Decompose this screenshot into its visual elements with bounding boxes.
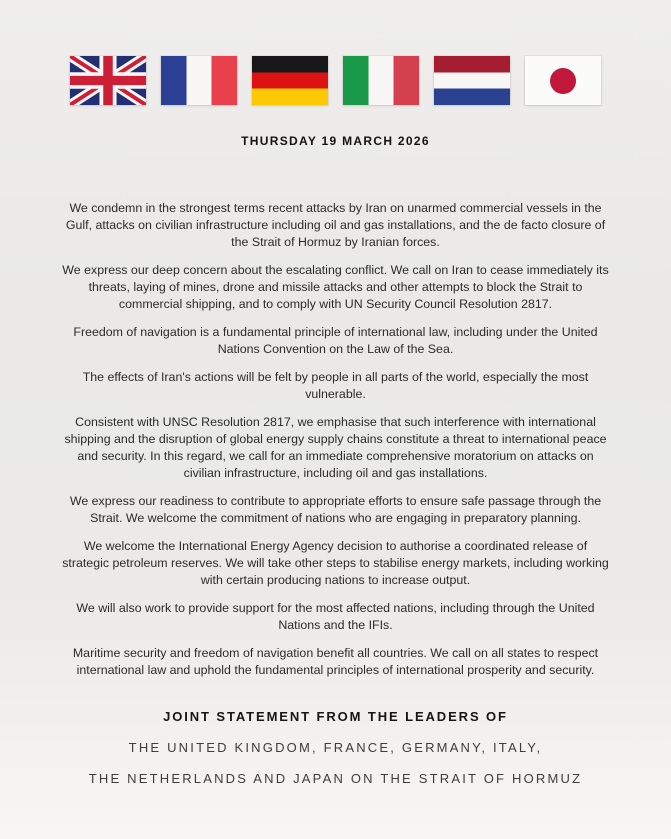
japan-sun-disc: [550, 68, 576, 94]
japan-flag-icon: [525, 56, 601, 105]
united-kingdom-flag-icon: [70, 56, 146, 105]
footer-countries-line-1: THE UNITED KINGDOM, FRANCE, GERMANY, ITALY,: [128, 740, 543, 755]
statement-paragraph: We will also work to provide support for the most affected nations, including through the United Nations and the IFIs.: [76, 601, 595, 632]
statement-paragraph: We welcome the International Energy Agency decision to authorise a coordinated release of strategic petroleum reserves. We will take other steps to stabilise energy markets, including working with certain producing nations to increase output.: [62, 539, 609, 587]
statement-paragraph: Freedom of navigation is a fundamental principle of international law, including under the United Nations Convention on the Law of the Sea.: [73, 325, 598, 356]
statement-paragraph: We condemn in the strongest terms recent attacks by Iran on unarmed commercial vessels in the Gulf, attacks on civilian infrastructure including oil and gas installations, and the de facto closure of the Strait of Hormuz by Iranian forces.: [65, 201, 606, 249]
statement-paragraph: We express our readiness to contribute to appropriate efforts to ensure safe passage through the Strait. We welcome the commitment of nations who are engaging in preparatory planning.: [69, 494, 602, 525]
germany-flag-icon: [252, 56, 328, 105]
statement-footer: [0, 709, 671, 787]
statement-body: [60, 200, 612, 679]
netherlands-flag-icon: [434, 56, 510, 105]
statement-paragraph: Maritime security and freedom of navigation benefit all countries. We call on all states to respect international law and uphold the fundamental principles of international prosperity and security.: [72, 646, 599, 677]
statement-paragraph: We express our deep concern about the escalating conflict. We call on Iran to cease immediately its threats, laying of mines, drone and missile attacks and other attempts to block the Strait to commercial shipping, and to comply with UN Security Council Resolution 2817.: [62, 263, 609, 311]
italy-flag-icon: [343, 56, 419, 105]
statement-paragraph: Consistent with UNSC Resolution 2817, we emphasise that such interference with international shipping and the disruption of global energy supply chains constitute a threat to international peace and security. In this regard, we call for an immediate comprehensive moratorium on attacks on civilian infrastructure, including oil and gas installations.: [64, 415, 607, 480]
statement-date: THURSDAY 19 MARCH 2026: [241, 134, 430, 148]
france-flag-icon: [161, 56, 237, 105]
footer-title: JOINT STATEMENT FROM THE LEADERS OF: [163, 709, 508, 724]
flags-row: [0, 56, 671, 105]
footer-countries-line-2: THE NETHERLANDS AND JAPAN ON THE STRAIT OF HORMUZ: [88, 771, 583, 786]
statement-paragraph: The effects of Iran's actions will be felt by people in all parts of the world, especially the most vulnerable.: [82, 370, 589, 401]
